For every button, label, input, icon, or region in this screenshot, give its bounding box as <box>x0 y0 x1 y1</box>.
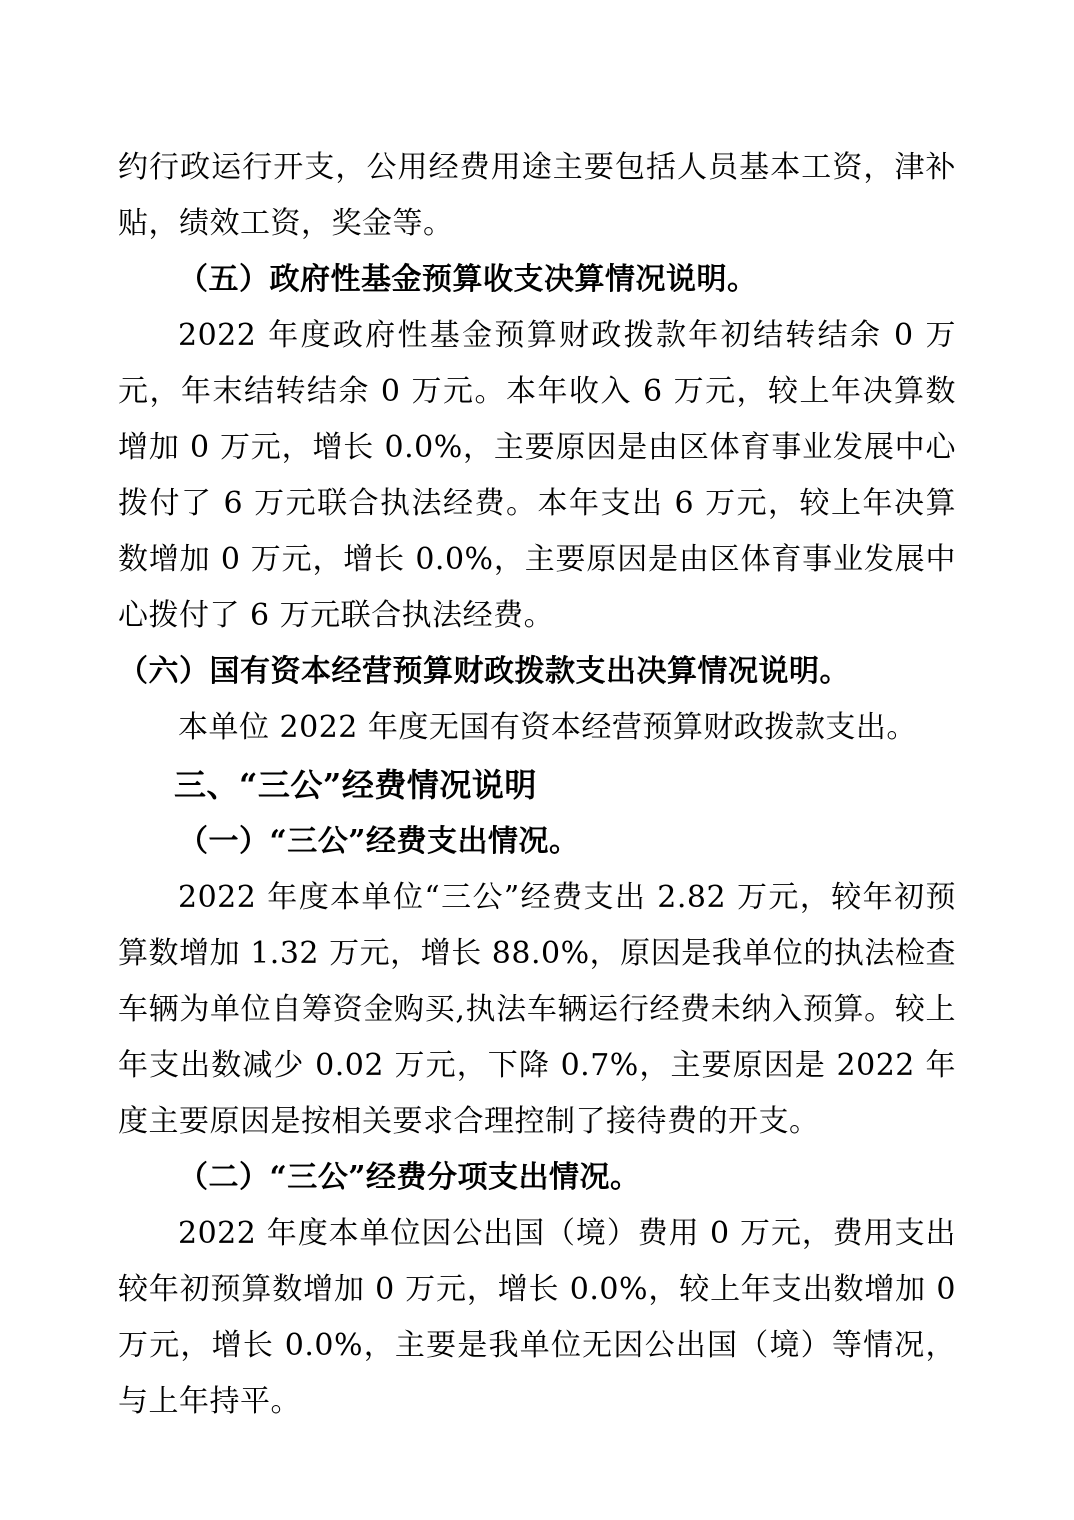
section-heading-six: （六）国有资本经营预算财政拨款支出决算情况说明。 <box>118 654 850 689</box>
section-heading-five: （五）政府性基金预算收支决算情况说明。 <box>178 262 758 297</box>
subsection-heading-two: （二）“三公”经费分项支出情况。 <box>178 1160 641 1195</box>
paragraph-overseas-travel-expenses: 2022 年度本单位因公出国（境）费用 0 万元，费用支出较年初预算数增加 0 万元，增长 0.0%，较上年支出数增加 0 万元，增长 0.0%，主要是我单位无因公出国（境）等情况，与上年持平。 <box>118 1216 956 1419</box>
paragraph-continuation: 约行政运行开支，公用经费用途主要包括人员基本工资，津补贴，绩效工资，奖金等。 <box>118 150 956 241</box>
document-body <box>118 140 956 1430</box>
paragraph-three-public-expenses: 2022 年度本单位“三公”经费支出 2.82 万元，较年初预算数增加 1.32 万元，增长 88.0%，原因是我单位的执法检查车辆为单位自筹资金购买,执法车辆运行经费未纳入预算。较上年支出数减少 0.02 万元，下降 0.7%，主要原因是 2022 年度主要原因是按相关要求合理控制了接待费的开支。 <box>118 880 956 1139</box>
subsection-heading-one: （一）“三公”经费支出情况。 <box>178 824 580 859</box>
paragraph-state-capital-operation: 本单位 2022 年度无国有资本经营预算财政拨款支出。 <box>178 710 917 745</box>
paragraph-government-fund-budget: 2022 年度政府性基金预算财政拨款年初结转结余 0 万元，年末结转结余 0 万元。本年收入 6 万元，较上年决算数增加 0 万元，增长 0.0%，主要原因是由区体育事业发展中心拨付了 6 万元联合执法经费。本年支出 6 万元，较上年决算数增加 0 万元，增长 0.0%，主要原因是由区体育事业发展中心拨付了 6 万元联合执法经费。 <box>118 318 956 633</box>
section-heading-three: 三、“三公”经费情况说明 <box>174 766 537 804</box>
